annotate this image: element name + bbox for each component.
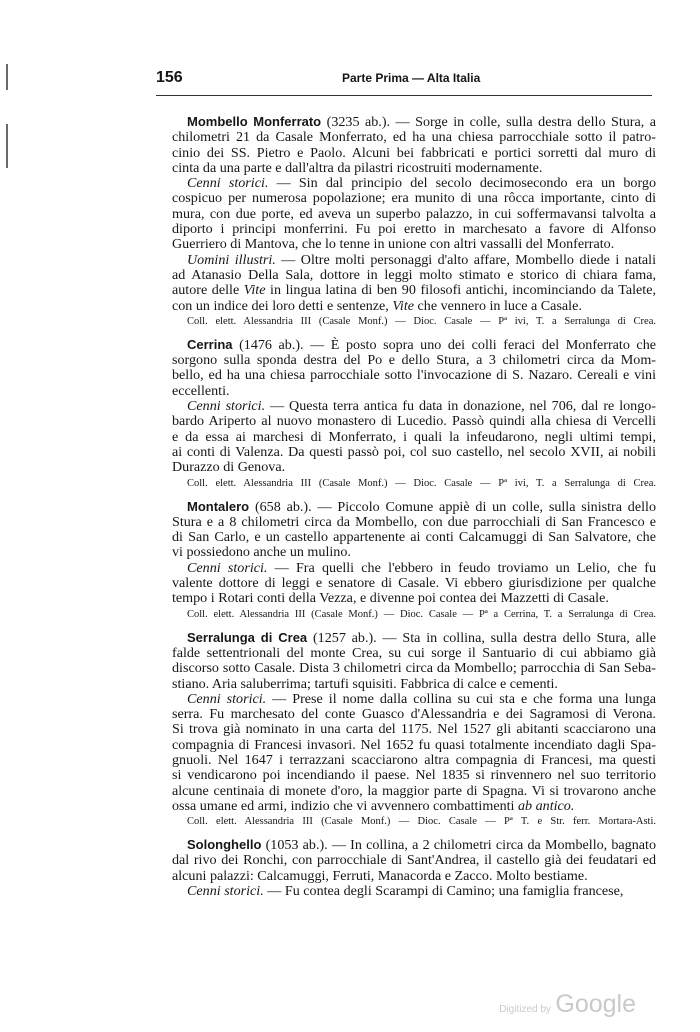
text-line — [172, 161, 656, 176]
italic-text: Uomini illustri. — [187, 251, 276, 268]
line-text: bardo Ariperto al nuovo monastero di Lucedio. Passò quindi alla chiesa di Vercelli — [172, 413, 656, 430]
text-line — [172, 630, 656, 646]
electoral-note: Coll. elett. Alessandria III (Casale Monf.) — Dioc. Casale — Pª ivi, T. a Serralunga di Crea. — [187, 477, 656, 489]
line-text: ossa umane ed armi, indizio che vi avvennero combattimenti — [172, 797, 518, 814]
italic-text: Vite — [392, 297, 414, 314]
electoral-note: Coll. elett. Alessandria III (Casale Monf.) — Dioc. Casale — Pª ivi, T. a Serralunga di Crea. — [187, 315, 656, 327]
line-text: — Sin dal principio del secolo decimosecondo era un borgo — [268, 175, 656, 192]
line-text: (1476 ab.). — È posto sopra uno dei colli feraci del Monferrato che — [232, 336, 656, 353]
entry-headword: Serralunga di Crea — [187, 629, 308, 645]
margin-mark — [6, 64, 8, 90]
line-text: Guerriero di Mantova, che lo tenne in unione con altri vassalli del Monferrato. — [172, 236, 615, 253]
line-text: cinio dei SS. Pietro e Paolo. Alcuni bei fabbricati e portici sorretti dal muro di — [172, 144, 656, 161]
line-text: — Fra quelli che l'ebbero in feudo troviamo un Lelio, che fu — [267, 559, 656, 576]
text-line — [172, 753, 656, 768]
line-text: Si trova già nominato in una carta del 1175. Nel 1527 gli abitanti scacciarono una — [172, 721, 656, 738]
line-text: Stura e a 8 chilometri circa da Mombello, con due parrocchiali di San Francesco e — [172, 513, 656, 530]
entry — [172, 630, 656, 830]
margin-mark — [6, 124, 8, 168]
line-text: vi possiedono anche un mulino. — [172, 544, 351, 561]
text-line — [172, 884, 656, 899]
entry — [172, 837, 656, 899]
text-line — [172, 207, 656, 222]
text-line — [172, 253, 656, 268]
line-text: tempo i Rotari conti della Vezza, e divenne poi contea dei Mazzetti di Casale. — [172, 590, 609, 607]
entry — [172, 499, 656, 622]
text-line — [172, 399, 656, 414]
page-body — [172, 114, 656, 899]
running-title: Parte Prima — Alta Italia — [342, 71, 481, 85]
text-line — [172, 337, 656, 353]
text-line — [172, 176, 656, 191]
line-text: chilometri 21 da Casale Monferrato, ed ha una chiesa parrocchiale sotto il patro- — [172, 129, 656, 146]
electoral-note: Coll. elett. Alessandria III (Casale Monf.) — Dioc. Casale — Pª a Cerrina, T. a Serralunga di Crea. — [187, 608, 656, 620]
line-text: (3235 ab.). — Sorge in colle, sulla destra dello Stura, a — [321, 114, 656, 130]
line-text: alcuni palazzi: Calcamuggi, Ferruti, Manacorda e Zacco. Molto bestiame. — [172, 867, 588, 884]
text-line — [172, 414, 656, 429]
line-text: gnuoli. Nel 1647 i terrazzani scacciarono altra compagnia di Francesi, ma questi — [172, 751, 656, 768]
italic-text: Cenni storici. — [187, 398, 266, 415]
text-line — [172, 283, 656, 298]
entry-headword: Cerrina — [187, 336, 233, 352]
text-line — [172, 222, 656, 237]
line-text: — Questa terra antica fu data in donazione, nel 706, dal re longo- — [265, 398, 656, 415]
text-line — [172, 460, 656, 475]
italic-text: Cenni storici. — [187, 690, 267, 707]
text-line — [172, 384, 656, 399]
text-line — [172, 368, 656, 383]
text-line — [172, 722, 656, 737]
text-line — [172, 530, 656, 545]
entry — [172, 114, 656, 329]
entry-headword: Mombello Monferrato — [187, 114, 322, 129]
entry-headword: Solonghello — [187, 837, 262, 853]
line-text: in lingua latina di ben 90 filosofi antichi, incominciando da Talete, — [265, 282, 657, 299]
entry — [172, 337, 656, 491]
text-line — [172, 784, 656, 799]
text-line — [172, 576, 656, 591]
text-line — [172, 768, 656, 783]
line-text: — Prese il nome dalla collina su cui sta e che forma una lunga — [266, 690, 656, 707]
italic-text: Cenni storici. — [187, 175, 269, 192]
page-header — [156, 69, 652, 93]
line-text: cinta da una parte e dall'altra da pilastri ricostruiti modernamente. — [172, 159, 543, 176]
line-text: (1053 ab.). — In collina, a 2 chilometri circa da Mombello, bagnato — [261, 837, 656, 854]
electoral-note: Coll. elett. Alessandria III (Casale Monf.) — Dioc. Casale — Pª T. e Str. ferr. Mortara-Asti. — [187, 816, 656, 828]
line-text: Durazzo di Genova. — [172, 459, 286, 476]
line-text: ad Atanasio Della Sala, dottore in leggi molto stimato e storico di chiara fama, — [172, 266, 656, 283]
page-number: 156 — [156, 69, 183, 86]
google-logo: Google — [555, 990, 636, 1018]
text-line — [172, 499, 656, 515]
italic-text: ab antico. — [517, 797, 575, 814]
header-rule — [156, 95, 652, 96]
digitized-watermark — [499, 990, 636, 1019]
text-line — [172, 445, 656, 460]
line-text: di San Carlo, e un castello appartenente ai conti Calcamuggi di San Salvatore, che — [172, 529, 656, 546]
text-line — [172, 692, 656, 707]
line-text: eccellenti. — [172, 382, 230, 399]
italic-text: Cenni storici. — [187, 559, 268, 576]
line-text: alcune centinaia di monete d'oro, la maggior parte di Spagna. Vi si trovarono anche — [172, 782, 656, 799]
watermark-prefix: Digitized by — [499, 1004, 551, 1015]
line-text: diporto i principi monferrini. Fu poi eretto in marchesato a favore di Alfonso — [172, 221, 656, 238]
text-line — [172, 869, 656, 884]
text-line — [172, 353, 656, 368]
text-line — [172, 430, 656, 445]
italic-text: Vite — [243, 282, 266, 299]
text-line — [172, 661, 656, 676]
line-text: cospicuo per numerosa popolazione; era munito di una rôcca importante, cinto di — [172, 190, 656, 207]
line-text: serra. Fu marchesato del conte Guasco d'Alessandria e dei Sagramosi di Verona. — [172, 706, 656, 723]
text-line — [172, 299, 656, 314]
line-text: sorgono sulla sponda destra del Po e dello Stura, a 3 chilometri circa da Mom- — [172, 352, 656, 369]
text-line — [172, 515, 656, 530]
text-line — [172, 646, 656, 661]
text-line — [172, 146, 656, 161]
line-text: — Oltre molti personaggi d'alto affare, Mombello diede i natali — [275, 251, 656, 268]
line-text: (658 ab.). — Piccolo Comune appiè di un colle, sulla sinistra dello — [249, 498, 656, 515]
text-line — [172, 837, 656, 853]
text-line — [172, 707, 656, 722]
text-line — [172, 591, 656, 606]
line-text: e da essa ai marchesi di Monferrato, i quali la infeudarono, negli ultimi tempi, — [172, 428, 656, 445]
entry-headword: Montalero — [187, 498, 250, 514]
line-text: discorso sotto Casale. Dista 3 chilometri circa da Mombello; parrocchia di San Seba- — [172, 660, 656, 677]
line-text: autore delle — [172, 282, 244, 299]
italic-text: Cenni storici. — [187, 883, 264, 900]
line-text: — Fu contea degli Scarampi di Camino; una famiglia francese, — [263, 883, 624, 900]
text-line — [172, 677, 656, 692]
text-line — [172, 799, 656, 814]
text-line — [172, 268, 656, 283]
text-line — [172, 130, 656, 145]
line-text: che vennero in luce a Casale. — [414, 297, 582, 314]
line-text: compagnia di Francesi invasori. Nel 1652 fu quasi totalmente incendiato dagli Spa- — [172, 736, 656, 753]
text-line — [172, 191, 656, 206]
line-text: (1257 ab.). — Sta in collina, sulla destra dello Stura, alle — [307, 629, 656, 646]
line-text: con un indice dei loro detti e sentenze, — [172, 297, 393, 314]
line-text: mura, con due porte, ed aveva un superbo palazzo, in cui soffermavansi talvolta a — [172, 205, 656, 222]
line-text: stiano. Aria saluberrima; tartufi squisiti. Fabbrica di calce e cementi. — [172, 675, 558, 692]
text-line — [172, 738, 656, 753]
text-line — [172, 237, 656, 252]
text-line — [172, 561, 656, 576]
text-line — [172, 114, 656, 130]
line-text: dal rivo dei Ronchi, con parrocchiale di Sant'Andrea, il castello già dei feudatari ed — [172, 852, 656, 869]
text-line — [172, 545, 656, 560]
line-text: si vendicarono poi incendiando il paese. Nel 1835 si rinvennero nel suo territorio — [172, 767, 656, 784]
text-line — [172, 853, 656, 868]
line-text: bello, ed ha una chiesa parrocchiale sotto l'invocazione di S. Nazaro. Cereali e vini — [172, 367, 656, 384]
line-text: falde settentrionali del monte Crea, su cui sorge il Santuario di cui abbiamo già — [172, 644, 656, 661]
line-text: valente dottore di leggi e senatore di Casale. Vi ebbero giurisdizione per qualche — [172, 575, 656, 592]
line-text: ai conti di Valenza. Da questi passò poi, col suo castello, nel secolo XVII, ai nobili — [172, 443, 656, 460]
